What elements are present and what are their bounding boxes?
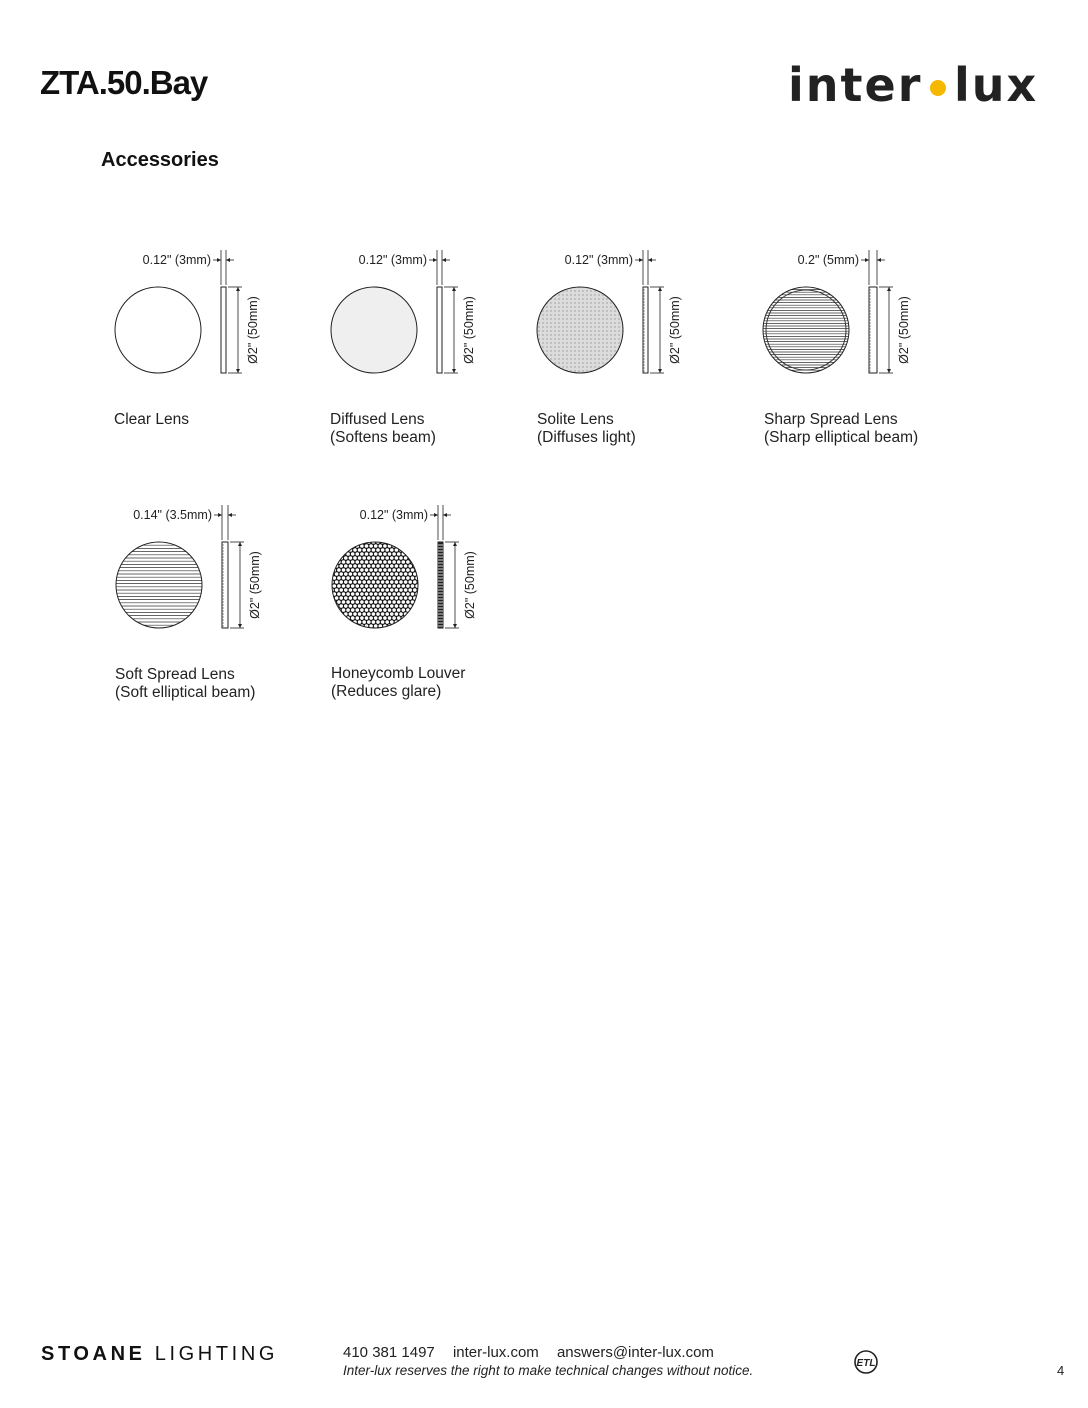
accessory-description: (Sharp elliptical beam) [764,429,919,446]
diameter-dimension: Ø2" (50mm) [668,296,682,364]
diameter-dimension: Ø2" (50mm) [462,296,476,364]
website-link[interactable]: inter-lux.com [452,1344,539,1361]
accessory-name: Soft Spread Lens [115,666,235,683]
page-title: ZTA.50.Bay [40,64,208,101]
accessory-caption [331,665,465,701]
accessory-drawing [328,248,518,388]
accessory-drawing [760,248,950,388]
page-number: 4 [1057,1363,1065,1378]
thickness-dimension: 0.2" (5mm) [797,253,859,267]
accessory-description: (Softens beam) [330,429,436,446]
diameter-dimension: Ø2" (50mm) [897,296,911,364]
accessory-description: (Soft elliptical beam) [115,684,256,701]
accessory-description: (Diffuses light) [537,429,636,446]
diameter-dimension: Ø2" (50mm) [248,551,262,619]
logo-text-lux: lux [954,58,1039,112]
accessory-caption [330,411,436,447]
thickness-dimension: 0.14" (3.5mm) [133,508,212,522]
section-title: Accessories [101,149,219,171]
thickness-dimension: 0.12" (3mm) [359,508,428,522]
email-link[interactable]: answers@inter-lux.com [556,1344,714,1361]
stoane-lighting-brand [41,1343,278,1366]
accessory-name: Diffused Lens [330,411,425,428]
accessory-caption [537,411,636,447]
logo-dot-icon [930,80,946,96]
accessory-name: Honeycomb Louver [331,665,466,682]
accessory-drawing [329,503,519,643]
accessory-drawing [113,503,303,643]
accessory-name: Solite Lens [537,411,614,428]
thickness-dimension: 0.12" (3mm) [142,253,211,267]
phone-number: 410 381 1497 [343,1344,435,1361]
etl-certification-icon [848,1348,888,1378]
accessory-name: Sharp Spread Lens [764,411,898,428]
accessory-caption [114,411,189,429]
logo-text-inter: inter [788,58,923,112]
contact-line [343,1344,728,1361]
accessory-drawing [534,248,724,388]
accessory-caption [115,666,255,702]
accessory-name: Clear Lens [114,411,189,428]
accessory-caption [764,411,918,447]
brand-light: LIGHTING [154,1343,279,1365]
inter-lux-logo [788,58,1048,112]
accessory-drawing [112,248,302,388]
etl-mark-text: ETL [856,1358,876,1369]
thickness-dimension: 0.12" (3mm) [564,253,633,267]
accessory-description: (Reduces glare) [331,683,442,700]
thickness-dimension: 0.12" (3mm) [358,253,427,267]
brand-bold: STOANE [41,1343,146,1365]
disclaimer-notice: Inter-lux reserves the right to make technical changes without notice. [343,1363,754,1378]
diameter-dimension: Ø2" (50mm) [463,551,477,619]
diameter-dimension: Ø2" (50mm) [246,296,260,364]
